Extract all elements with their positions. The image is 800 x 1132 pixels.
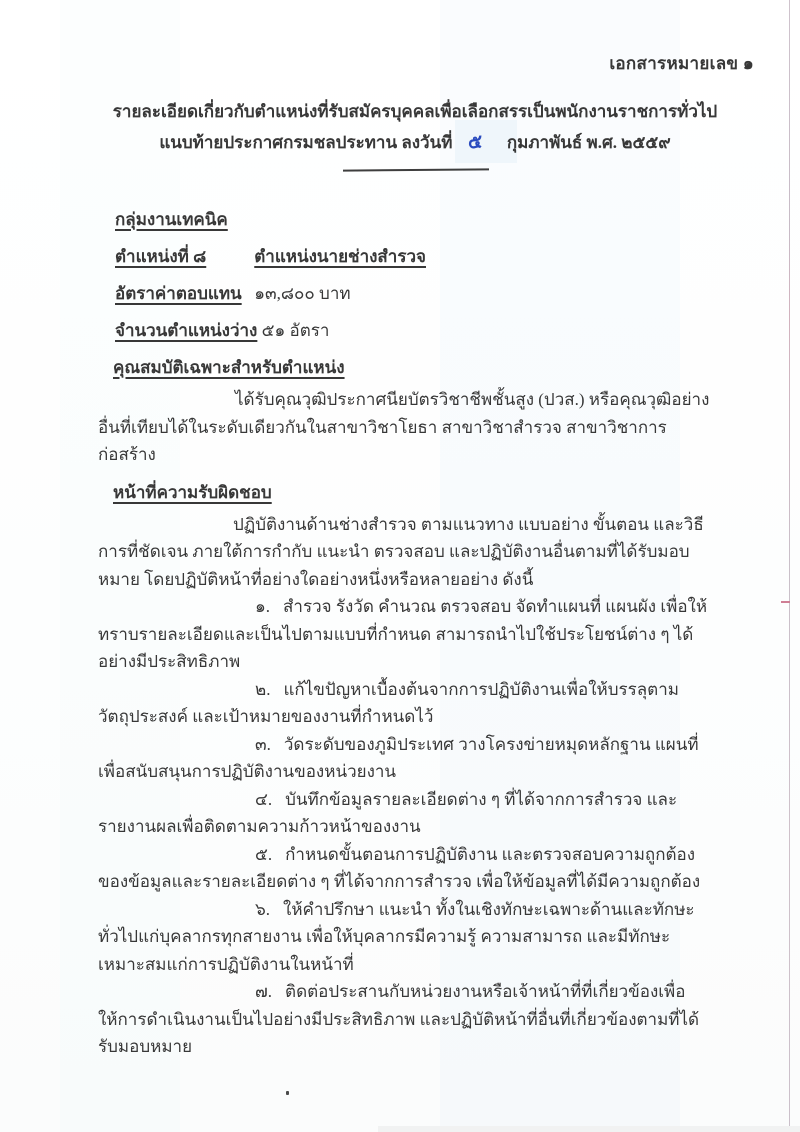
vacancy-label: จำนวนตำแหน่งว่าง (115, 321, 258, 340)
vacancy-value: ๕๑ อัตรา (261, 321, 330, 340)
duty-item-6-text: ให้คำปรึกษา แนะนำ ทั้งในเชิงทักษะเฉพาะด้านและทักษะทั่วไปแก่บุคลากรทุกสายงาน เพื่อให้บุคลากรมีความรู้ ความสามารถ และมีทักษะเหมาะสมแก่การปฏิบัติงานในหน้าที่ (98, 899, 695, 974)
scan-speck (286, 1091, 289, 1095)
duty-item-2-text: แก้ไขปัญหาเบื้องต้นจากการปฏิบัติงานเพื่อให้บรรลุตามวัตถุประสงค์ และเป้าหมายของงานที่กำหนดไว้ (98, 679, 679, 726)
duty-item-2 (98, 676, 715, 731)
info-row-group (115, 201, 800, 238)
duty-item-7-text: ติดต่อประสานกับหน่วยงานหรือเจ้าหน้าที่ที่เกี่ยวข้องเพื่อให้การดำเนินงานเป็นไปอย่างมีประสิทธิภาพ และปฏิบัติหน้าที่อื่นที่เกี่ยวข้องตามที่ได้รับมอบหมาย (98, 982, 700, 1056)
title-divider-line (343, 168, 489, 171)
title-line-2 (70, 127, 760, 158)
info-row-vacancy (115, 312, 800, 349)
salary-label: อัตราค่าตอบแทน (115, 284, 242, 303)
duty-item-2-number: ๒. (255, 679, 271, 699)
info-row-position (115, 238, 800, 275)
duty-item-6 (98, 896, 715, 979)
duty-item-5 (98, 841, 715, 896)
title-line-2-prefix: แนบท้ายประกาศกรมชลประทาน ลงวันที่ (159, 133, 453, 152)
duty-item-5-number: ๕. (255, 844, 273, 864)
group-label: กลุ่มงานเทคนิค (115, 210, 228, 229)
duty-item-4-number: ๔. (255, 789, 273, 809)
duty-item-7 (98, 978, 715, 1061)
title-line-2-suffix: กุมภาพันธ์ พ.ศ. ๒๕๕๙ (506, 133, 671, 152)
duty-item-7-number: ๗. (255, 982, 273, 1001)
handwritten-day: ๕ (467, 130, 484, 154)
duty-item-3 (98, 731, 715, 786)
duties-intro-paragraph: ปฏิบัติงานด้านช่างสำรวจ ตามแนวทาง แบบอย่าง ขั้นตอน และวิธีการที่ชัดเจน ภายใต้การกำกับ แนะนำ ตรวจสอบ และปฏิบัติงานอื่นตามที่ได้รับมอบหมาย โดยปฏิบัติหน้าที่อย่างใดอย่างหนึ่งหรือหลายอย่าง ดังนี้ (98, 514, 704, 589)
document-title (70, 96, 760, 158)
duty-item-1-number: ๑. (255, 597, 271, 616)
position-label: ตำแหน่งที่ ๘ (115, 247, 207, 266)
duty-item-3-number: ๓. (255, 734, 271, 754)
duty-item-4 (98, 786, 715, 841)
qualifications-paragraph: ได้รับคุณวุฒิประกาศนียบัตรวิชาชีพชั้นสูง (ปวส.) หรือคุณวุฒิอย่างอื่นที่เทียบได้ในระดับเดียวกันในสาขาวิชาโยธา สาขาวิชาสำรวจ สาขาวิชาการก่อสร้าง (98, 390, 710, 464)
salary-value: ๑๓,๘๐๐ บาท (254, 284, 351, 303)
duty-item-3-text: วัดระดับของภูมิประเทศ วางโครงข่ายหมุดหลักฐาน แผนที่ เพื่อสนับสนุนการปฏิบัติงานของหน่วยงาน (98, 734, 699, 781)
duty-item-1-text: สำรวจ รังวัด คำนวณ ตรวจสอบ จัดทำแผนที่ แผนผัง เพื่อให้ทราบรายละเอียดและเป็นไปตามแบบที่กำหนด สามารถนำไปใช้ประโยชน์ต่าง ๆ ได้อย่างมีประสิทธิภาพ (98, 597, 708, 671)
position-value: ตำแหน่งนายช่างสำรวจ (254, 247, 426, 266)
qualifications-heading: คุณสมบัติเฉพาะสำหรับตำแหน่ง (113, 358, 345, 377)
document-body (0, 201, 800, 1061)
duty-item-4-text: บันทึกข้อมูลรายละเอียดต่าง ๆ ที่ได้จากการสำรวจ และรายงานผลเพื่อติดตามความก้าวหน้าของงาน (98, 789, 678, 836)
duty-item-6-number: ๖. (255, 899, 271, 919)
scan-bottom-shade (378, 1126, 800, 1132)
doc-number: เอกสารหมายเลข ๑ (609, 54, 754, 73)
duty-item-5-text: กำหนดขั้นตอนการปฏิบัติงาน และตรวจสอบความถูกต้องของข้อมูลและรายละเอียดต่าง ๆ ที่ได้จากการสำรวจ เพื่อให้ข้อมูลที่ได้มีความถูกต้อง (98, 844, 701, 891)
duty-item-1 (98, 593, 715, 676)
info-row-salary (115, 275, 800, 312)
title-line-1: รายละเอียดเกี่ยวกับตำแหน่งที่รับสมัครบุคคลเพื่อเลือกสรรเป็นพนักงานราชการทั่วไป (112, 102, 718, 121)
duties-heading: หน้าที่ความรับผิดชอบ (113, 482, 272, 502)
